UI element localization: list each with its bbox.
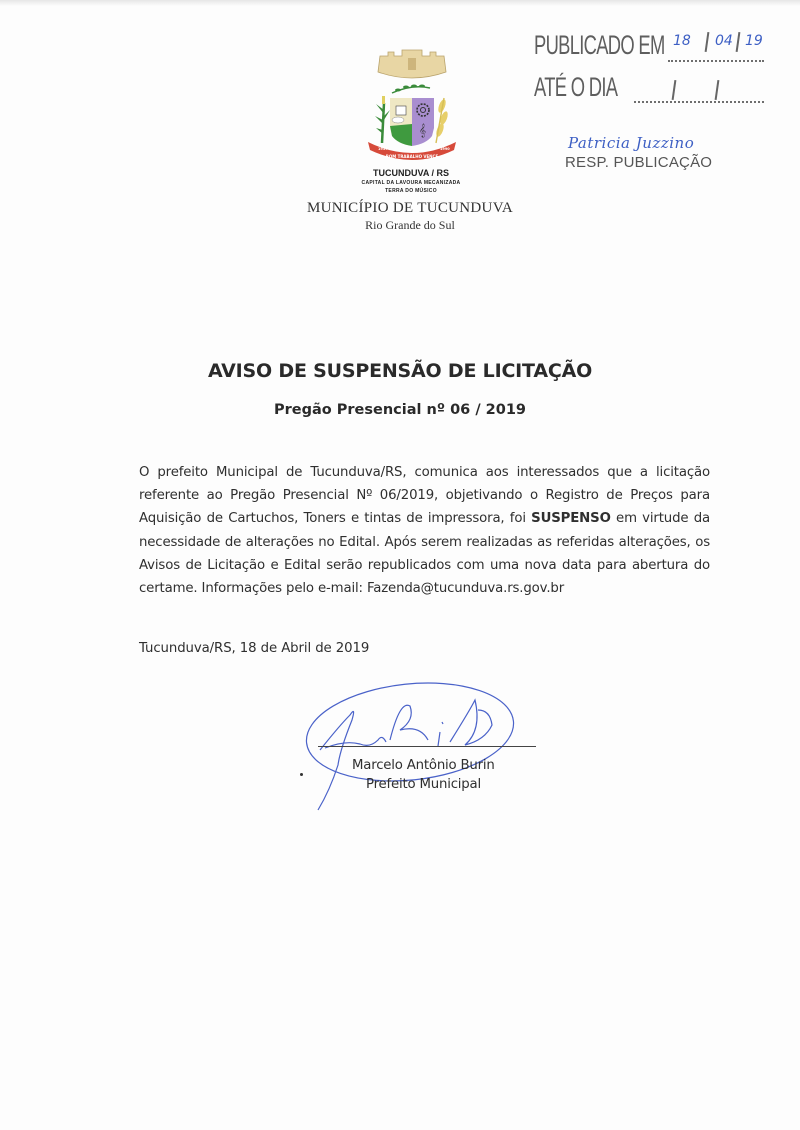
until-date-line bbox=[634, 101, 764, 103]
document-title: AVISO DE SUSPENSÃO DE LICITAÇÃO bbox=[207, 360, 593, 382]
scan-edge bbox=[0, 0, 800, 6]
body-text-part-2: em virtude da necessidade de alterações no Edital. Após serem realizadas as referidas alterações, os Avisos de Licitação e Edital serão republicados com uma nova data para abertura do certame. Informações pelo e-mail: Fazenda@tucunduva.rs.gov.br bbox=[139, 511, 710, 597]
svg-text:1959: 1959 bbox=[378, 147, 388, 151]
date-separator bbox=[715, 80, 720, 100]
tagline-1: CAPITAL DA LAVOURA MECANIZADA bbox=[361, 180, 461, 186]
published-year: 19 bbox=[745, 33, 763, 49]
signer-role: Prefeito Municipal bbox=[366, 777, 481, 792]
svg-text:BOM TRABALHO VENCE: BOM TRABALHO VENCE bbox=[385, 154, 439, 159]
svg-text:𝄞: 𝄞 bbox=[419, 123, 427, 137]
published-day: 18 bbox=[673, 33, 691, 49]
document-subtitle: Pregão Presencial nº 06 / 2019 bbox=[273, 402, 527, 418]
responsible-signature: Patricia Juzzino bbox=[568, 134, 695, 152]
published-month: 04 bbox=[715, 33, 733, 49]
body-text-part-1: O prefeito Municipal de Tucunduva/RS, comunica aos interessados que a licitação referente ao Pregão Presencial Nº 06/2019, objetivando o Registro de Preços para Aquisição de Cartuchos, Toners e tintas de impressora, foi bbox=[139, 465, 710, 527]
published-label: PUBLICADO EM bbox=[534, 30, 665, 60]
until-label: ATÉ O DIA bbox=[534, 72, 618, 102]
municipality-name: MUNICÍPIO DE TUCUNDUVA bbox=[306, 200, 514, 216]
date-separator bbox=[705, 32, 710, 52]
handwritten-signature-icon bbox=[300, 670, 530, 820]
suspended-keyword: SUSPENSO bbox=[531, 511, 611, 527]
state-name: Rio Grande do Sul bbox=[365, 218, 455, 232]
signature-line bbox=[318, 746, 536, 747]
city-line: TUCUNDUVA / RS bbox=[373, 168, 449, 178]
date-separator bbox=[672, 80, 677, 100]
scan-speck bbox=[300, 773, 303, 776]
place-and-date: Tucunduva/RS, 18 de Abril de 2019 bbox=[139, 641, 370, 656]
published-date-line bbox=[668, 60, 764, 62]
svg-text:1990: 1990 bbox=[440, 147, 450, 151]
body-paragraph bbox=[139, 461, 710, 600]
signer-name: Marcelo Antônio Burin bbox=[352, 758, 495, 773]
coat-of-arms-icon bbox=[362, 48, 462, 160]
date-separator bbox=[736, 32, 741, 52]
responsible-label: RESP. PUBLICAÇÃO bbox=[565, 154, 713, 171]
tagline-2: TERRA DO MÚSICO bbox=[385, 188, 437, 194]
